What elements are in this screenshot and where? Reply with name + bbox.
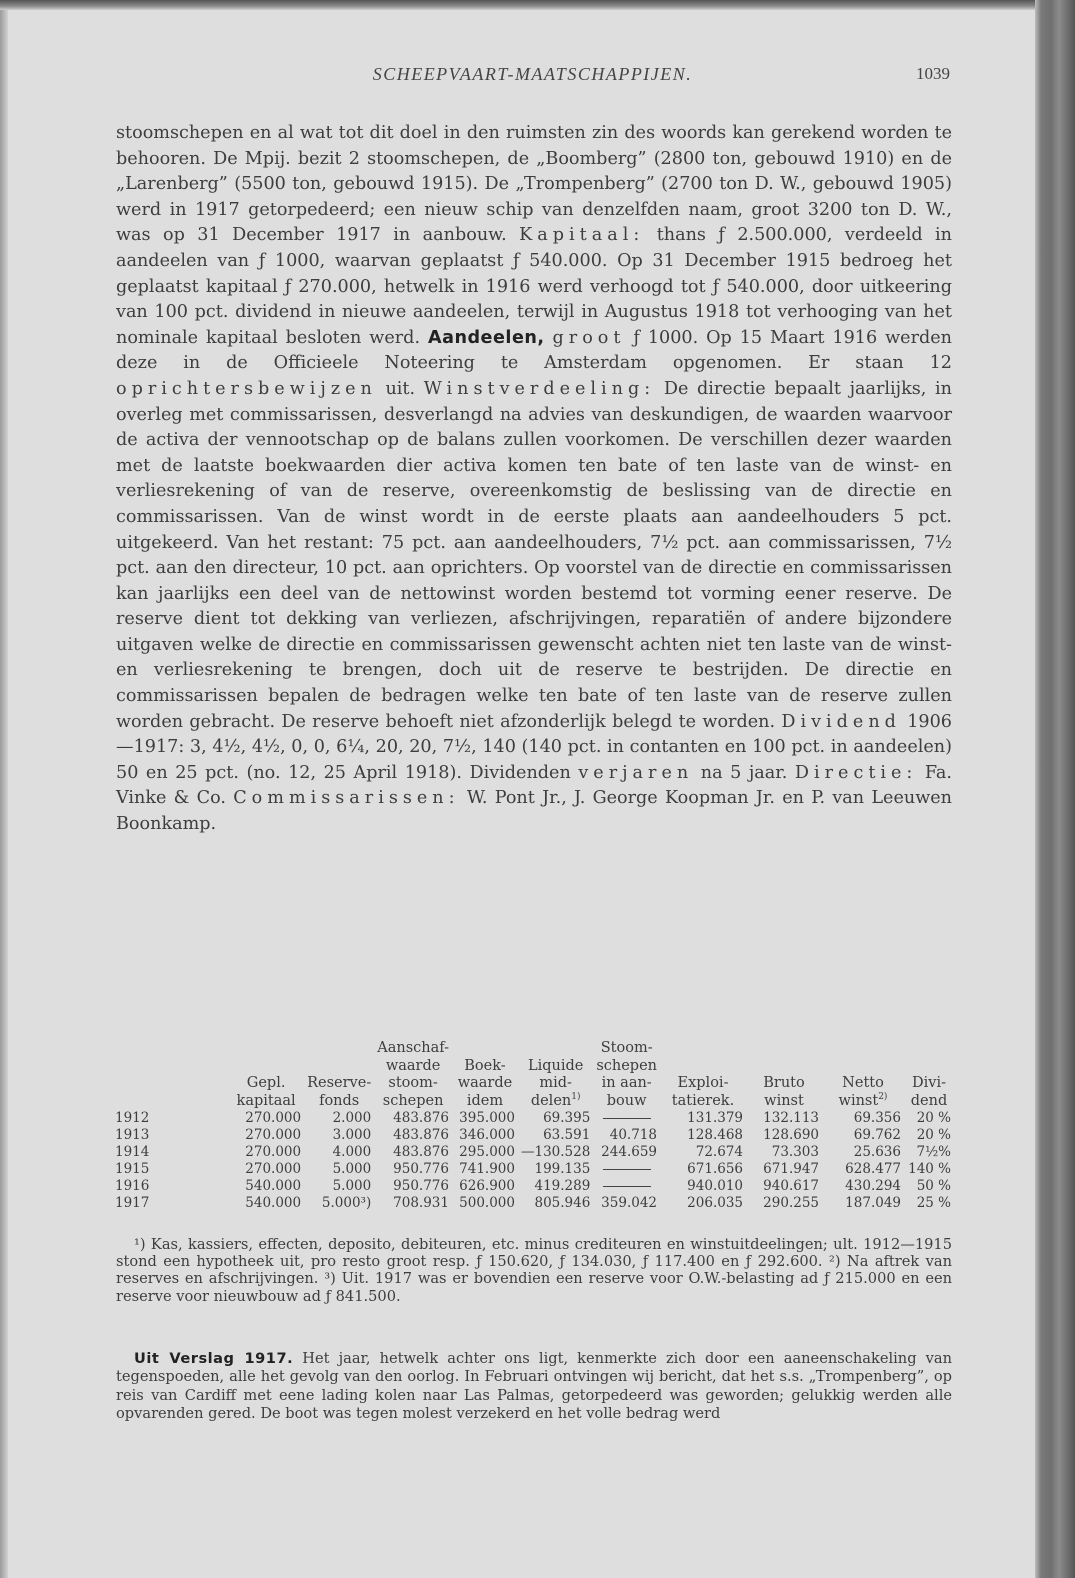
cell-kapitaal: 540.000 xyxy=(245,1195,302,1211)
col-netto-winst xyxy=(822,1040,904,1110)
cell-dividend: 7½% xyxy=(916,1144,951,1160)
table-row xyxy=(112,1178,954,1195)
col-liquide-middelen xyxy=(518,1040,593,1110)
table-footnotes xyxy=(116,1236,952,1305)
kapitaal-label: Kapitaal: xyxy=(519,225,645,246)
cell-exploitatie: 131.379 xyxy=(687,1110,743,1126)
cell-bruto: 940.617 xyxy=(763,1178,819,1194)
text-segment: Fa. Vinke & Co. xyxy=(116,762,952,809)
cell-aanschaf: 950.776 xyxy=(393,1161,449,1177)
cell-dividend: 140 % xyxy=(908,1161,951,1177)
col-exploitatierek: Exploi- tatierek. xyxy=(671,1075,735,1109)
page-left-edge xyxy=(0,0,8,1578)
directie-label: Directie: xyxy=(794,762,918,783)
cell-dividend: 20 % xyxy=(916,1110,951,1126)
winstverdeeling-label: Winstverdeeling: xyxy=(423,378,656,399)
cell-aanschaf: 483.876 xyxy=(393,1144,449,1160)
cell-aanschaf: 483.876 xyxy=(393,1127,449,1143)
footnote-text: ¹) Kas, kassiers, effecten, deposito, debiteuren, etc. minus crediteuren en winstuitdeelingen; ult. 1912—1915 stond een hypotheek uit, pro resto groot resp. ƒ 150.620, ƒ 134.030, ƒ 117.400 en ƒ 292.600. ²) Na aftrek van reserves en afschrijvingen. ³) Uit. 1917 was er bovendien een reserve voor O.W.-belasting ad ƒ 215.000 en een reserve voor nieuwbouw ad ƒ 841.500. xyxy=(116,1236,952,1305)
cell-liquide: 199.135 xyxy=(534,1161,591,1177)
col-stoomschepen-aanbouw: Stoom- schepen in aan- bouw xyxy=(596,1040,657,1109)
commissarissen-label: Commissarissen: xyxy=(233,788,460,809)
oprichtersbewijzen-label: oprichtersbewijzen xyxy=(116,378,377,399)
cell-reserve: 2.000 xyxy=(332,1110,372,1126)
cell-reserve: 5.000 xyxy=(332,1178,372,1194)
cell-aanschaf: 950.776 xyxy=(393,1178,449,1194)
cell-year: 1913 xyxy=(115,1127,150,1143)
cell-boek: 741.900 xyxy=(459,1161,515,1177)
cell-aanbouw xyxy=(593,1178,660,1195)
text-segment: ƒ 1000. Op 15 Maart 1916 werden deze in de Officieele Noteering te Amsterdam opgenomen. Er staan 12 xyxy=(116,327,952,374)
cell-bruto: 132.113 xyxy=(763,1110,819,1126)
cell-kapitaal: 270.000 xyxy=(245,1144,302,1160)
financial-table xyxy=(112,1040,954,1212)
verjaren-label: verjaren xyxy=(578,762,694,783)
liquide-header-label: Liquide mid- delen xyxy=(527,1057,584,1109)
footnote-ref-2: 2) xyxy=(878,1091,888,1102)
cell-exploitatie: 940.010 xyxy=(687,1178,743,1194)
col-year xyxy=(112,1040,228,1110)
cell-kapitaal: 270.000 xyxy=(245,1110,302,1126)
cell-bruto: 671.947 xyxy=(763,1161,819,1177)
dividend-label: Dividend xyxy=(781,711,901,732)
book-binding-edge xyxy=(1035,0,1075,1578)
col-dividend: Divi- dend xyxy=(910,1075,948,1109)
cell-exploitatie: 671.656 xyxy=(687,1161,743,1177)
cell-liquide: 69.395 xyxy=(543,1110,591,1126)
report-heading: Uit Verslag 1917. xyxy=(134,1350,294,1367)
running-head xyxy=(115,64,950,94)
cell-dividend: 50 % xyxy=(916,1178,951,1194)
cell-kapitaal: 270.000 xyxy=(245,1127,302,1143)
col-gepl-kapitaal: Gepl. kapitaal xyxy=(236,1075,296,1109)
cell-aanbouw xyxy=(593,1110,660,1127)
cell-reserve: 5.000 xyxy=(332,1161,372,1177)
cell-year: 1916 xyxy=(115,1178,150,1194)
annual-report-excerpt xyxy=(116,1350,952,1424)
cell-netto: 187.049 xyxy=(845,1195,901,1211)
cell-liquide: —130.528 xyxy=(520,1144,591,1160)
cell-liquide: 63.591 xyxy=(543,1127,591,1143)
cell-aanbouw: 40.718 xyxy=(609,1127,657,1143)
cell-kapitaal: 540.000 xyxy=(245,1178,302,1194)
cell-boek: 295.000 xyxy=(459,1144,515,1160)
cell-bruto: 290.255 xyxy=(763,1195,819,1211)
text-segment: W. Pont Jr., J. George Koopman Jr. en P. van Leeuwen Boonkamp. xyxy=(116,788,953,835)
cell-liquide: 805.946 xyxy=(534,1195,591,1211)
cell-year: 1917 xyxy=(115,1195,150,1211)
company-description xyxy=(116,121,952,838)
cell-kapitaal: 270.000 xyxy=(245,1161,302,1177)
cell-aanschaf: 483.876 xyxy=(393,1110,449,1126)
cell-boek: 500.000 xyxy=(459,1195,515,1211)
table-row xyxy=(112,1161,954,1178)
cell-liquide: 419.289 xyxy=(534,1178,591,1194)
cell-aanbouw: 244.659 xyxy=(601,1144,657,1160)
cell-reserve: 4.000 xyxy=(332,1144,372,1160)
cell-netto: 69.356 xyxy=(853,1110,901,1126)
page-top-edge xyxy=(0,0,1035,10)
empty-dash xyxy=(603,1186,651,1187)
main-paragraph xyxy=(116,121,952,838)
col-aanschaf-waarde: Aanschaf- waarde stoom- schepen xyxy=(377,1040,449,1109)
empty-dash xyxy=(603,1118,651,1119)
page-number: 1039 xyxy=(916,64,950,83)
cell-aanbouw: 359.042 xyxy=(601,1195,657,1211)
table-row xyxy=(112,1144,954,1161)
table-row xyxy=(112,1127,954,1144)
cell-aanschaf: 708.931 xyxy=(393,1195,449,1211)
running-title: SCHEEPVAART-MAATSCHAPPIJEN. xyxy=(372,64,693,84)
text-segment: stoomschepen en al wat tot dit doel in den ruimsten zin des woords kan gerekend worden te behooren. De Mpij. bezit 2 stoomschepen, de „Boomberg” (2800 ton, gebouwd 1910) en de „Larenberg” (5500 ton, gebouwd 1915). De „Trompenberg” (2700 ton D. W., gebouwd 1905) werd in 1917 getorpedeerd; een nieuw schip van denzelfden naam, groot 3200 ton D. W., was op 31 December 1917 in aanbouw. xyxy=(116,123,952,246)
cell-netto: 25.636 xyxy=(853,1144,901,1160)
cell-netto: 628.477 xyxy=(845,1161,901,1177)
groot-label: groot xyxy=(552,327,626,348)
cell-boek: 626.900 xyxy=(459,1178,515,1194)
cell-netto: 430.294 xyxy=(845,1178,901,1194)
cell-bruto: 128.690 xyxy=(763,1127,819,1143)
text-segment: uit. xyxy=(376,378,424,399)
aandeelen-label: Aandeelen, xyxy=(427,327,545,348)
report-paragraph xyxy=(116,1350,952,1424)
cell-boek: 346.000 xyxy=(459,1127,515,1143)
cell-boek: 395.000 xyxy=(459,1110,515,1126)
empty-dash xyxy=(603,1169,651,1170)
cell-dividend: 25 % xyxy=(916,1195,951,1211)
report-text: Het jaar, hetwelk achter ons ligt, kenmerkte zich door een aaneenschakeling van tegenspoeden, alle het gevolg van den oorlog. In Februari ontvingen wij bericht, dat het s.s. „Trompenberg”, op reis van Cardiff met eene lading kolen naar Las Palmas, getorpedeerd was geworden; gelukkig werden alle opvarenden gered. De boot was tegen molest verzekerd en het volle bedrag werd xyxy=(116,1350,952,1423)
cell-bruto: 73.303 xyxy=(771,1144,819,1160)
cell-exploitatie: 128.468 xyxy=(687,1127,743,1143)
text-segment: 1906—1917: 3, 4½, 4½, 0, 0, 6¼, 20, 20, 7½, 140 (140 pct. in contanten en 100 pct. in aandeelen) 50 en 25 pct. (no. 12, 25 April 1918). Dividenden xyxy=(116,711,952,783)
table-row xyxy=(112,1110,954,1127)
text-segment: De directie bepaalt jaarlijks, in overleg met commissarissen, desverlangd na advies van deskundigen, de waarden waarvoor de activa der vennootschap op de balans zullen voorkomen. De verschillen dezer waarden met de laatste boekwaarden dier activa komen ten bate of ten laste van de winst- en verliesrekening of van de reserve, overeenkomstig de beslissing van de directie en commissarissen. Van de winst wordt in de eerste plaats aan aandeelhouders 5 pct. uitgekeerd. Van het restant: 75 pct. aan aandeelhouders, 7½ pct. aan commissarissen, 7½ pct. aan den directeur, 10 pct. aan oprichters. Op voorstel van de directie en commissarissen kan jaarlijks een deel van de nettowinst worden bestemd tot vorming eener reserve. De reserve dient tot dekking van verliezen, afschrijvingen, reparatiën of andere bijzondere uitgaven welke de directie en commissarissen gewenscht achten niet ten laste van de winst- en verliesrekening te brengen, doch uit de reserve te bestrijden. De directie en commissarissen bepalen de bedragen welke ten bate of ten laste van de reserve zullen worden gebracht. De reserve behoeft niet afzonderlijk belegd te worden. xyxy=(116,378,952,732)
col-reserve-fonds: Reserve- fonds xyxy=(307,1075,372,1109)
col-boek-waarde: Boek- waarde idem xyxy=(457,1057,513,1109)
cell-year: 1914 xyxy=(115,1144,150,1160)
cell-netto: 69.762 xyxy=(853,1127,901,1143)
cell-exploitatie: 72.674 xyxy=(695,1144,743,1160)
text-segment: na 5 jaar. xyxy=(693,762,795,783)
cell-exploitatie: 206.035 xyxy=(687,1195,743,1211)
col-bruto-winst: Bruto winst xyxy=(763,1075,805,1109)
netto-header-label: Netto winst xyxy=(838,1075,884,1109)
cell-reserve: 5.000³) xyxy=(321,1195,372,1211)
table-row xyxy=(112,1195,954,1212)
cell-year: 1915 xyxy=(115,1161,150,1177)
cell-dividend: 20 % xyxy=(916,1127,951,1143)
table-body xyxy=(112,1110,954,1212)
cell-aanbouw xyxy=(593,1161,660,1178)
table-header xyxy=(112,1040,954,1110)
footnote-ref-1: 1) xyxy=(571,1091,581,1102)
cell-reserve: 3.000 xyxy=(332,1127,372,1143)
text-segment: thans ƒ 2.500.000, verdeeld in aandeelen van ƒ 1000, waarvan geplaatst ƒ 540.000. Op 31 December 1915 bedroeg het geplaatst kapitaal ƒ 270.000, hetwelk in 1916 werd verhoogd tot ƒ 540.000, door uitkeering van 100 pct. dividend in nieuwe aandeelen, terwijl in Augustus 1918 tot verhooging van het nominale kapitaal besloten werd. xyxy=(116,225,952,348)
cell-year: 1912 xyxy=(115,1110,150,1126)
